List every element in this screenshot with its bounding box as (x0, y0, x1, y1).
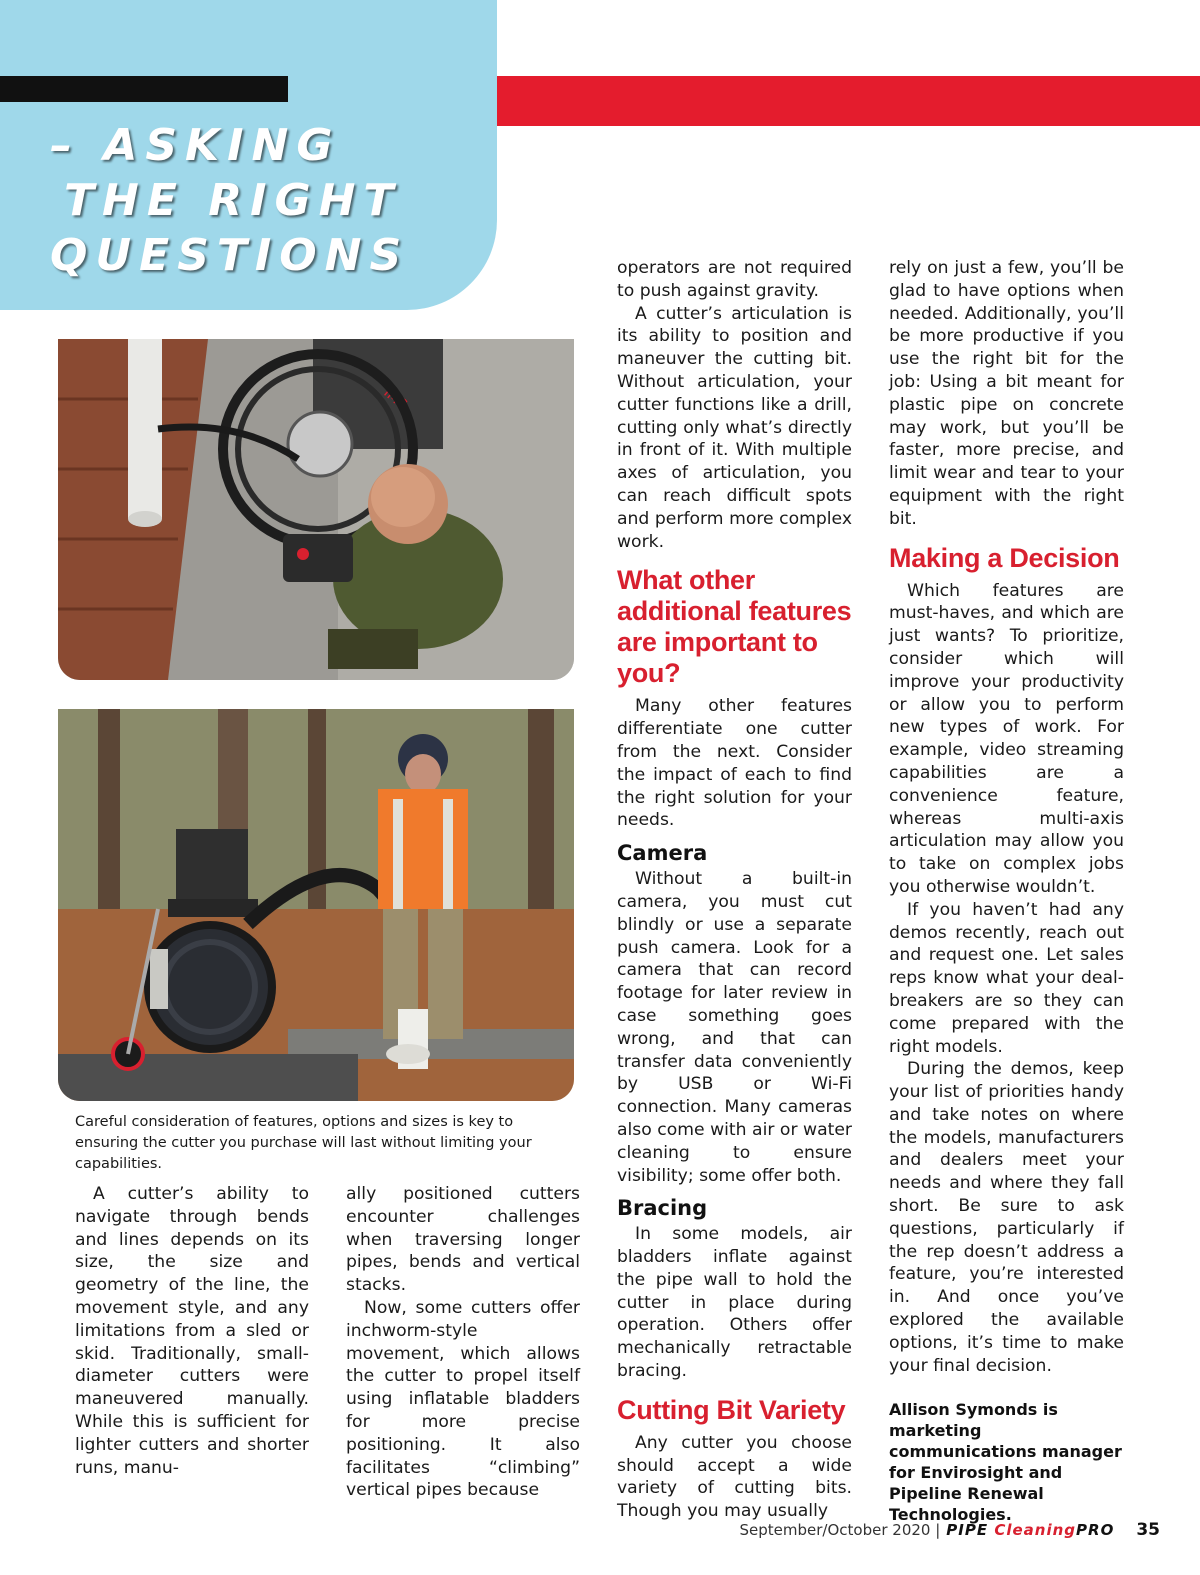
brand-pipe: PIPE (946, 1521, 989, 1539)
article-column-1 (75, 1183, 309, 1479)
paragraph: If you haven’t had any demos recently, reach out and request one. Let sales reps know what your deal-breakers are so they can come prepared with the right models. (889, 899, 1124, 1057)
photo-caption: Careful consideration of features, options and sizes is key to ensuring the cutter you purchase will last without limiting your capabilities. (75, 1114, 532, 1172)
page-footer (560, 1520, 1160, 1540)
brand-pro: PRO (1076, 1521, 1115, 1539)
paragraph: During the demos, keep your list of priorities handy and take notes on where the models, manufacturers and dealers meet your needs and where they fall short. Be sure to ask questions, particularly if the rep doesn’t address a feature, you’re interested in. And once you’ve explored the available options, it’s time to make your final decision. (889, 1059, 1124, 1376)
photo-technician-with-cutter-illustration (58, 339, 574, 680)
paragraph: operators are not required to push against gravity. (617, 258, 852, 301)
title-line-3: QUESTIONS (50, 230, 410, 281)
article-column-3 (617, 257, 852, 1523)
photo-technician-with-cutter (58, 339, 574, 680)
magazine-brand (946, 1521, 1114, 1539)
red-accent-bar (497, 76, 1200, 126)
author-bio: Allison Symonds is marketing communications manager for Envirosight and Pipeline Renewal Technologies. (889, 1400, 1122, 1525)
section-heading: Making a Decision (889, 542, 1120, 573)
brand-cleaning: Cleaning (994, 1521, 1077, 1539)
paragraph: Any cutter you choose should accept a wide variety of cutting bits. Though you may usually (617, 1432, 852, 1522)
article-column-2 (346, 1183, 580, 1502)
issue-date: September/October 2020 | (739, 1521, 941, 1539)
paragraph: ally positioned cutters encounter challenges when traversing longer pipes, bends and vertical stacks. (346, 1184, 580, 1296)
paragraph: rely on just a few, you’ll be glad to have options when needed. Additionally, you’ll be more productive if you use the right bit for the job: Using a bit meant for plastic pipe on concrete may work, but you’ll be faster, more precise, and limit wear and tear to your equipment with the right bit. (889, 258, 1124, 529)
page-number: 35 (1136, 1520, 1160, 1540)
section-heading: What other additional features are important to you? (617, 565, 852, 689)
photo-worker-with-reel (58, 709, 574, 1101)
cutter-brand-label: IMS (380, 384, 410, 414)
paragraph: A cutter’s ability to navigate through bends and lines depends on its size, the size and geometry of the line, the movement style, and any limitations from a sled or skid. Traditionally, small-diameter cutters were maneuvered manually. While this is sufficient for lighter cutters and shorter runs, manu- (75, 1184, 309, 1478)
article-column-4 (889, 257, 1124, 1525)
photo-worker-with-reel-illustration (58, 709, 574, 1101)
paragraph: Many other features differentiate one cutter from the next. Consider the impact of each to find the right solution for your needs. (617, 696, 852, 831)
paragraph: A cutter’s articulation is its ability to position and maneuver the cutting bit. Without articulation, your cutter functions like a drill, cutting only what’s directly in front of it. With multiple axes of articulation, you can reach difficult spots and perform more complex work. (617, 303, 852, 552)
page-title (50, 118, 470, 283)
title-line-1: – ASKING (50, 120, 341, 171)
paragraph: Now, some cutters offer inchworm-style movement, which allows the cutter to propel itself using inflatable bladders for more precise positioning. It also facilitates “climbing” vertical pipes because (346, 1297, 580, 1501)
subsection-heading: Camera (617, 841, 708, 866)
subsection-heading: Bracing (617, 1196, 708, 1221)
paragraph: Without a built-in camera, you must cut blindly or use a separate push camera. Look for a camera that can record footage for later review in case something goes wrong, and that can transfer data conveniently by USB or Wi-Fi connection. Many cameras also come with air or water cleaning to ensure visibility; some offer both. (617, 869, 852, 1186)
black-accent-bar (0, 76, 288, 102)
paragraph: Which features are must-haves, and which are just wants? To prioritize, consider which will improve your productivity or allow you to perform new types of work. For example, video streaming capabilities are a convenience feature, whereas multi-axis articulation may allow you to take on complex jobs you otherwise wouldn’t. (889, 580, 1124, 897)
paragraph: In some models, air bladders inflate against the pipe wall to hold the cutter in place during operation. Others offer mechanically retractable bracing. (617, 1224, 852, 1382)
section-heading: Cutting Bit Variety (617, 1394, 846, 1425)
title-line-2: THE RIGHT (64, 175, 402, 226)
